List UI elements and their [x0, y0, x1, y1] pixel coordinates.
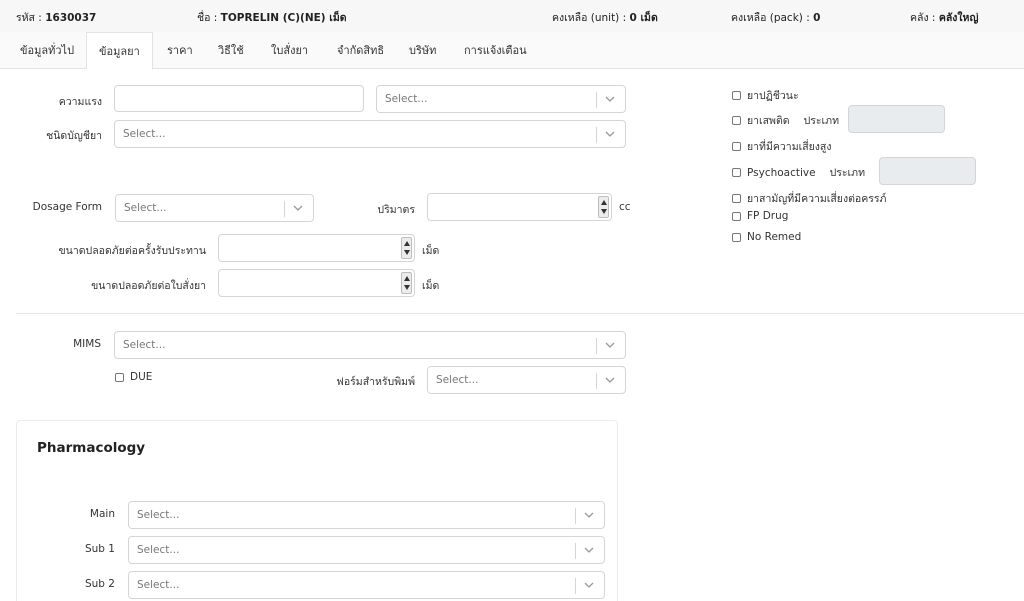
checkbox-box[interactable]	[732, 142, 741, 151]
psychoactive-checkbox[interactable]: Psychoactive ประเภท	[732, 164, 865, 181]
checkbox-box[interactable]	[732, 212, 741, 221]
checkbox-box[interactable]	[115, 373, 124, 382]
strength-input[interactable]	[114, 85, 364, 112]
account-type-placeholder: Select...	[123, 128, 166, 140]
pregnancy-risk-checkbox[interactable]: ยาสามัญที่มีความเสี่ยงต่อครรภ์	[732, 190, 886, 207]
pharmacology-sub1-select[interactable]	[128, 536, 605, 564]
print-form-placeholder: Select...	[436, 374, 479, 386]
safe-dose-per-rx-label: ขนาดปลอดภัยต่อใบสั่งยา	[91, 280, 206, 292]
chevron-down-icon	[583, 543, 595, 557]
narcotic-type-label: ประเภท	[803, 115, 839, 127]
select-separator	[284, 201, 285, 217]
strength-label: ความแรง	[58, 96, 102, 108]
section-divider	[16, 313, 1024, 314]
checkbox-box[interactable]	[732, 194, 741, 203]
checkbox-box[interactable]	[732, 168, 741, 177]
drug-code: รหัส : 1630037	[16, 12, 97, 24]
no-remed-checkbox[interactable]: No Remed	[732, 231, 801, 243]
pharmacology-title: Pharmacology	[37, 440, 146, 456]
decrement-icon	[404, 285, 410, 290]
select-separator	[596, 92, 597, 108]
safe-dose-per-rx-stepper[interactable]	[401, 272, 412, 294]
narcotic-type-input[interactable]	[848, 105, 945, 133]
select-separator	[575, 543, 576, 559]
tab-restriction[interactable]: จำกัดสิทธิ	[337, 44, 385, 57]
tab-bar	[0, 32, 1024, 69]
select-separator	[596, 373, 597, 389]
increment-icon	[601, 200, 607, 205]
decrement-icon	[601, 209, 607, 214]
safe-dose-per-intake-label: ขนาดปลอดภัยต่อครั้งรับประทาน	[58, 245, 206, 257]
volume-input[interactable]	[427, 193, 612, 221]
chevron-down-icon	[604, 338, 616, 352]
pharmacology-main-placeholder: Select...	[137, 509, 180, 521]
pharmacology-sub2-select[interactable]	[128, 571, 605, 599]
narcotic-checkbox[interactable]: ยาเสพติด ประเภท	[732, 112, 839, 129]
dosage-form-label: Dosage Form	[32, 201, 102, 213]
checkbox-box[interactable]	[732, 116, 741, 125]
drug-name: ชื่อ : TOPRELIN (C)(NE) เม็ด	[197, 12, 347, 24]
select-separator	[596, 127, 597, 143]
print-form-select[interactable]	[427, 366, 626, 394]
psychoactive-type-label: ประเภท	[829, 167, 865, 179]
tab-notification[interactable]: การแจ้งเตือน	[464, 44, 527, 57]
chevron-down-icon	[583, 508, 595, 522]
safe-dose-per-intake-unit: เม็ด	[422, 245, 440, 257]
pharmacology-sub2-placeholder: Select...	[137, 579, 180, 591]
high-risk-checkbox[interactable]: ยาที่มีความเสี่ยงสูง	[732, 138, 831, 155]
stock-unit: คงเหลือ (unit) : 0 เม็ด	[552, 12, 658, 24]
drug-info-header	[0, 0, 1024, 32]
pharmacology-main-select[interactable]	[128, 501, 605, 529]
antibiotic-checkbox[interactable]: ยาปฏิชีวนะ	[732, 87, 799, 104]
chevron-down-icon	[604, 127, 616, 141]
select-separator	[575, 578, 576, 594]
dosage-form-select[interactable]	[115, 194, 314, 222]
pharmacology-sub2-label: Sub 2	[84, 578, 115, 590]
safe-dose-per-intake-stepper[interactable]	[401, 237, 412, 259]
tab-company[interactable]: บริษัท	[409, 44, 437, 57]
decrement-icon	[404, 250, 410, 255]
strength-unit-placeholder: Select...	[385, 93, 428, 105]
select-separator	[575, 508, 576, 524]
tab-prescription[interactable]: ใบสั่งยา	[271, 44, 309, 57]
checkbox-box[interactable]	[732, 91, 741, 100]
tab-usage[interactable]: วิธีใช้	[218, 44, 244, 57]
mims-label: MIMS	[73, 338, 101, 350]
tab-price[interactable]: ราคา	[167, 44, 193, 57]
pharmacology-main-label: Main	[89, 508, 115, 520]
pharmacology-sub1-placeholder: Select...	[137, 544, 180, 556]
account-type-select[interactable]	[114, 120, 626, 148]
fp-drug-checkbox[interactable]: FP Drug	[732, 210, 788, 222]
safe-dose-per-intake-input[interactable]	[218, 234, 415, 262]
tab-general-info[interactable]: ข้อมูลทั่วไป	[20, 44, 75, 57]
increment-icon	[404, 276, 410, 281]
increment-icon	[404, 241, 410, 246]
chevron-down-icon	[292, 201, 304, 215]
chevron-down-icon	[583, 578, 595, 592]
chevron-down-icon	[604, 373, 616, 387]
select-separator	[596, 338, 597, 354]
print-form-label: ฟอร์มสำหรับพิมพ์	[336, 376, 415, 388]
due-checkbox[interactable]: DUE	[115, 371, 152, 383]
volume-unit: cc	[619, 201, 631, 213]
chevron-down-icon	[604, 92, 616, 106]
checkbox-box[interactable]	[732, 233, 741, 242]
strength-unit-select[interactable]	[376, 85, 626, 113]
safe-dose-per-rx-input[interactable]	[218, 269, 415, 297]
stock-pack: คงเหลือ (pack) : 0	[731, 12, 821, 24]
volume-stepper[interactable]	[598, 196, 609, 218]
tab-drug-info[interactable]: ข้อมูลยา	[86, 32, 153, 70]
warehouse: คลัง : คลังใหญ่	[910, 12, 979, 24]
mims-select[interactable]	[114, 331, 626, 359]
mims-placeholder: Select...	[123, 339, 166, 351]
dosage-form-placeholder: Select...	[124, 202, 167, 214]
account-type-label: ชนิดบัญชียา	[46, 130, 102, 142]
volume-label: ปริมาตร	[377, 204, 415, 216]
pharmacology-sub1-label: Sub 1	[84, 543, 115, 555]
safe-dose-per-rx-unit: เม็ด	[422, 280, 440, 292]
psychoactive-type-input[interactable]	[879, 157, 976, 185]
